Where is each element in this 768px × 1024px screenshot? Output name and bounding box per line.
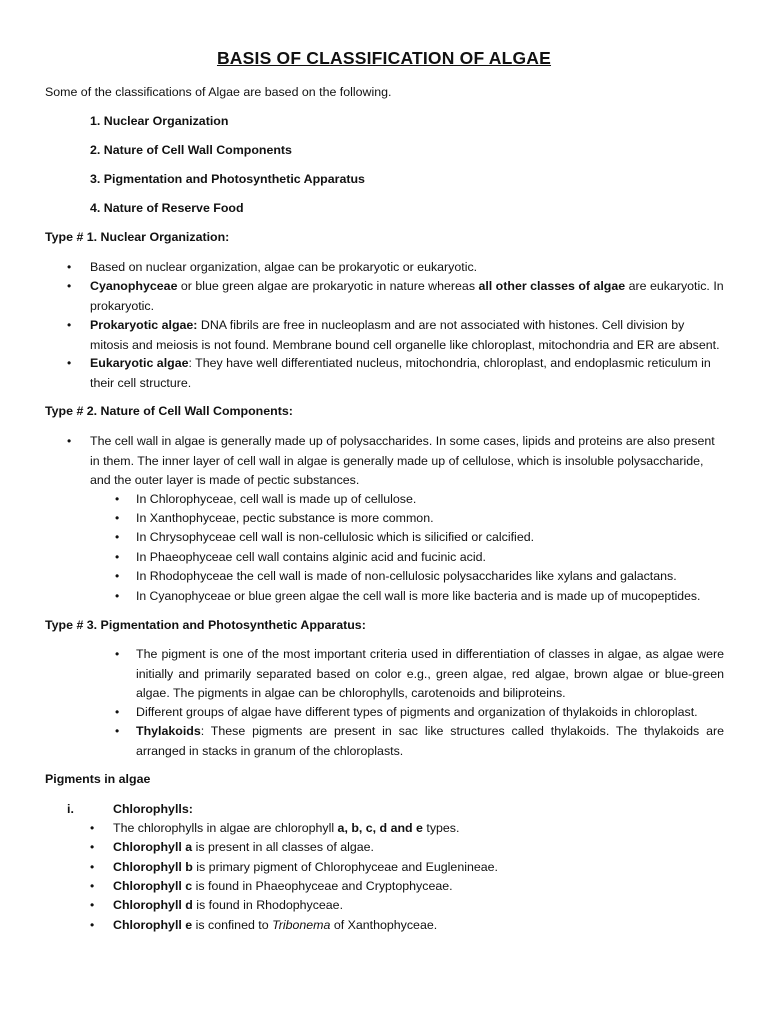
type2-sub-1: In Chlorophyceae, cell wall is made up of cellulose. — [136, 492, 417, 506]
term-chlorophyll-types: a, b, c, d and e — [337, 821, 423, 835]
subheading-chlorophylls: Chlorophylls: — [113, 802, 193, 816]
bullet-icon: • — [67, 279, 72, 293]
section-heading-type1: Type # 1. Nuclear Organization: — [45, 230, 230, 244]
type3-bullet-2: Different groups of algae have different types of pigments and organization of thylakoids in chloroplast. — [136, 705, 698, 719]
type2-bullet-1: The cell wall in algae is generally made up of polysaccharides. In some cases, lipids and proteins are also present in them. The inner layer of cell wall in algae is generally made up of cellulose, which is insoluble polysaccharide, and the outer layer is made of pectic substances. — [90, 434, 715, 487]
bullet-icon: • — [90, 840, 95, 854]
section-heading-type2: Type # 2. Nature of Cell Wall Components: — [45, 404, 293, 418]
text-run: is primary pigment of Chlorophyceae and Euglenineae. — [192, 860, 498, 874]
bullet-icon: • — [115, 530, 120, 544]
text-run: DNA fibrils are free in nucleoplasm and are not associated with histones. Cell division by mitosis and meiosis is not found. Membrane bound cell organelle like chloroplast, mitochondria and ER are absent. — [90, 318, 720, 352]
bullet-icon: • — [90, 918, 95, 932]
numbered-item-2: 2. Nature of Cell Wall Components — [90, 143, 292, 157]
term-chlorophyll-b: Chlorophyll b — [113, 860, 193, 874]
bullet-icon: • — [115, 492, 120, 506]
pigment-line-6 — [113, 916, 437, 936]
roman-numeral: i. — [67, 802, 74, 816]
bullet-icon: • — [115, 589, 120, 603]
text-run: of Xanthophyceae. — [330, 918, 438, 932]
bullet-icon: • — [115, 550, 120, 564]
bullet-icon: • — [115, 511, 120, 525]
type2-sub-5: In Rhodophyceae the cell wall is made of non-cellulosic polysaccharides like xylans and galactans. — [136, 569, 677, 583]
term-prokaryotic-algae: Prokaryotic algae: — [90, 318, 198, 332]
numbered-item-3: 3. Pigmentation and Photosynthetic Apparatus — [90, 172, 365, 186]
bullet-icon: • — [67, 260, 72, 274]
bullet-icon: • — [90, 821, 95, 835]
bullet-icon: • — [115, 569, 120, 583]
text-run: is confined to — [192, 918, 273, 932]
type1-bullet-2 — [90, 277, 725, 316]
term-tribonema: Tribonema — [272, 918, 331, 932]
bullet-icon: • — [67, 356, 72, 370]
bullet-icon: • — [115, 705, 120, 719]
type2-sub-3: In Chrysophyceae cell wall is non-cellulosic which is silicified or calcified. — [136, 530, 535, 544]
section-heading-type3: Type # 3. Pigmentation and Photosynthetic Apparatus: — [45, 618, 366, 632]
term-all-other-classes: all other classes of algae — [478, 279, 626, 293]
text-run: is present in all classes of algae. — [192, 840, 374, 854]
intro-text: Some of the classifications of Algae are based on the following. — [45, 85, 392, 99]
type1-bullet-4 — [90, 354, 725, 393]
section-heading-pigments: Pigments in algae — [45, 772, 151, 786]
bullet-icon: • — [67, 318, 72, 332]
term-chlorophyll-c: Chlorophyll c — [113, 879, 193, 893]
pigment-line-1 — [113, 819, 459, 839]
type2-sub-2: In Xanthophyceae, pectic substance is more common. — [136, 511, 434, 525]
pigment-line-5 — [113, 896, 343, 916]
term-chlorophyll-a: Chlorophyll a — [113, 840, 193, 854]
term-chlorophyll-e: Chlorophyll e — [113, 918, 193, 932]
term-eukaryotic-algae: Eukaryotic algae — [90, 356, 189, 370]
type2-sub-6: In Cyanophyceae or blue green algae the cell wall is more like bacteria and is made up of mucopeptides. — [136, 589, 701, 603]
type1-bullet-3 — [90, 316, 725, 355]
bullet-icon: • — [90, 898, 95, 912]
bullet-icon: • — [90, 860, 95, 874]
text-run: : They have well differentiated nucleus, mitochondria, chloroplast, and endoplasmic reticulum in their cell structure. — [90, 356, 711, 390]
type1-bullet-1: Based on nuclear organization, algae can be prokaryotic or eukaryotic. — [90, 260, 478, 274]
bullet-icon: • — [115, 724, 120, 738]
bullet-icon: • — [90, 879, 95, 893]
term-chlorophyll-d: Chlorophyll d — [113, 898, 193, 912]
text-run: The chlorophylls in algae are chlorophyll — [113, 821, 338, 835]
text-run: or blue green algae are prokaryotic in nature whereas — [177, 279, 479, 293]
text-run: is found in Rhodophyceae. — [192, 898, 344, 912]
text-run: are eukaryotic. In prokaryotic. — [90, 279, 724, 313]
pigment-line-4 — [113, 877, 453, 897]
bullet-icon: • — [115, 647, 120, 661]
type3-bullet-1: The pigment is one of the most important criteria used in differentiation of classes in algae, as algae were initially and primarily separated based on color e.g., green algae, red algae, brown algae or blue-green algae. The pigments in algae can be chlorophylls, carotenoids and biliproteins. — [136, 647, 724, 700]
page-title: BASIS OF CLASSIFICATION OF ALGAE — [216, 48, 552, 68]
text-run: is found in Phaeophyceae and Cryptophyceae. — [192, 879, 453, 893]
term-cyanophyceae: Cyanophyceae — [90, 279, 178, 293]
term-thylakoids: Thylakoids — [136, 724, 201, 738]
pigment-line-3 — [113, 858, 498, 878]
type2-sub-4: In Phaeophyceae cell wall contains alginic acid and fucinic acid. — [136, 550, 486, 564]
numbered-item-1: 1. Nuclear Organization — [90, 114, 229, 128]
pigment-line-2 — [113, 838, 374, 858]
type3-bullet-3 — [136, 722, 724, 761]
text-run: types. — [422, 821, 460, 835]
numbered-item-4: 4. Nature of Reserve Food — [90, 201, 244, 215]
text-run: : These pigments are present in sac like structures called thylakoids. The thylakoids are arranged in stacks in granum of the chloroplasts. — [136, 724, 724, 758]
bullet-icon: • — [67, 434, 72, 448]
